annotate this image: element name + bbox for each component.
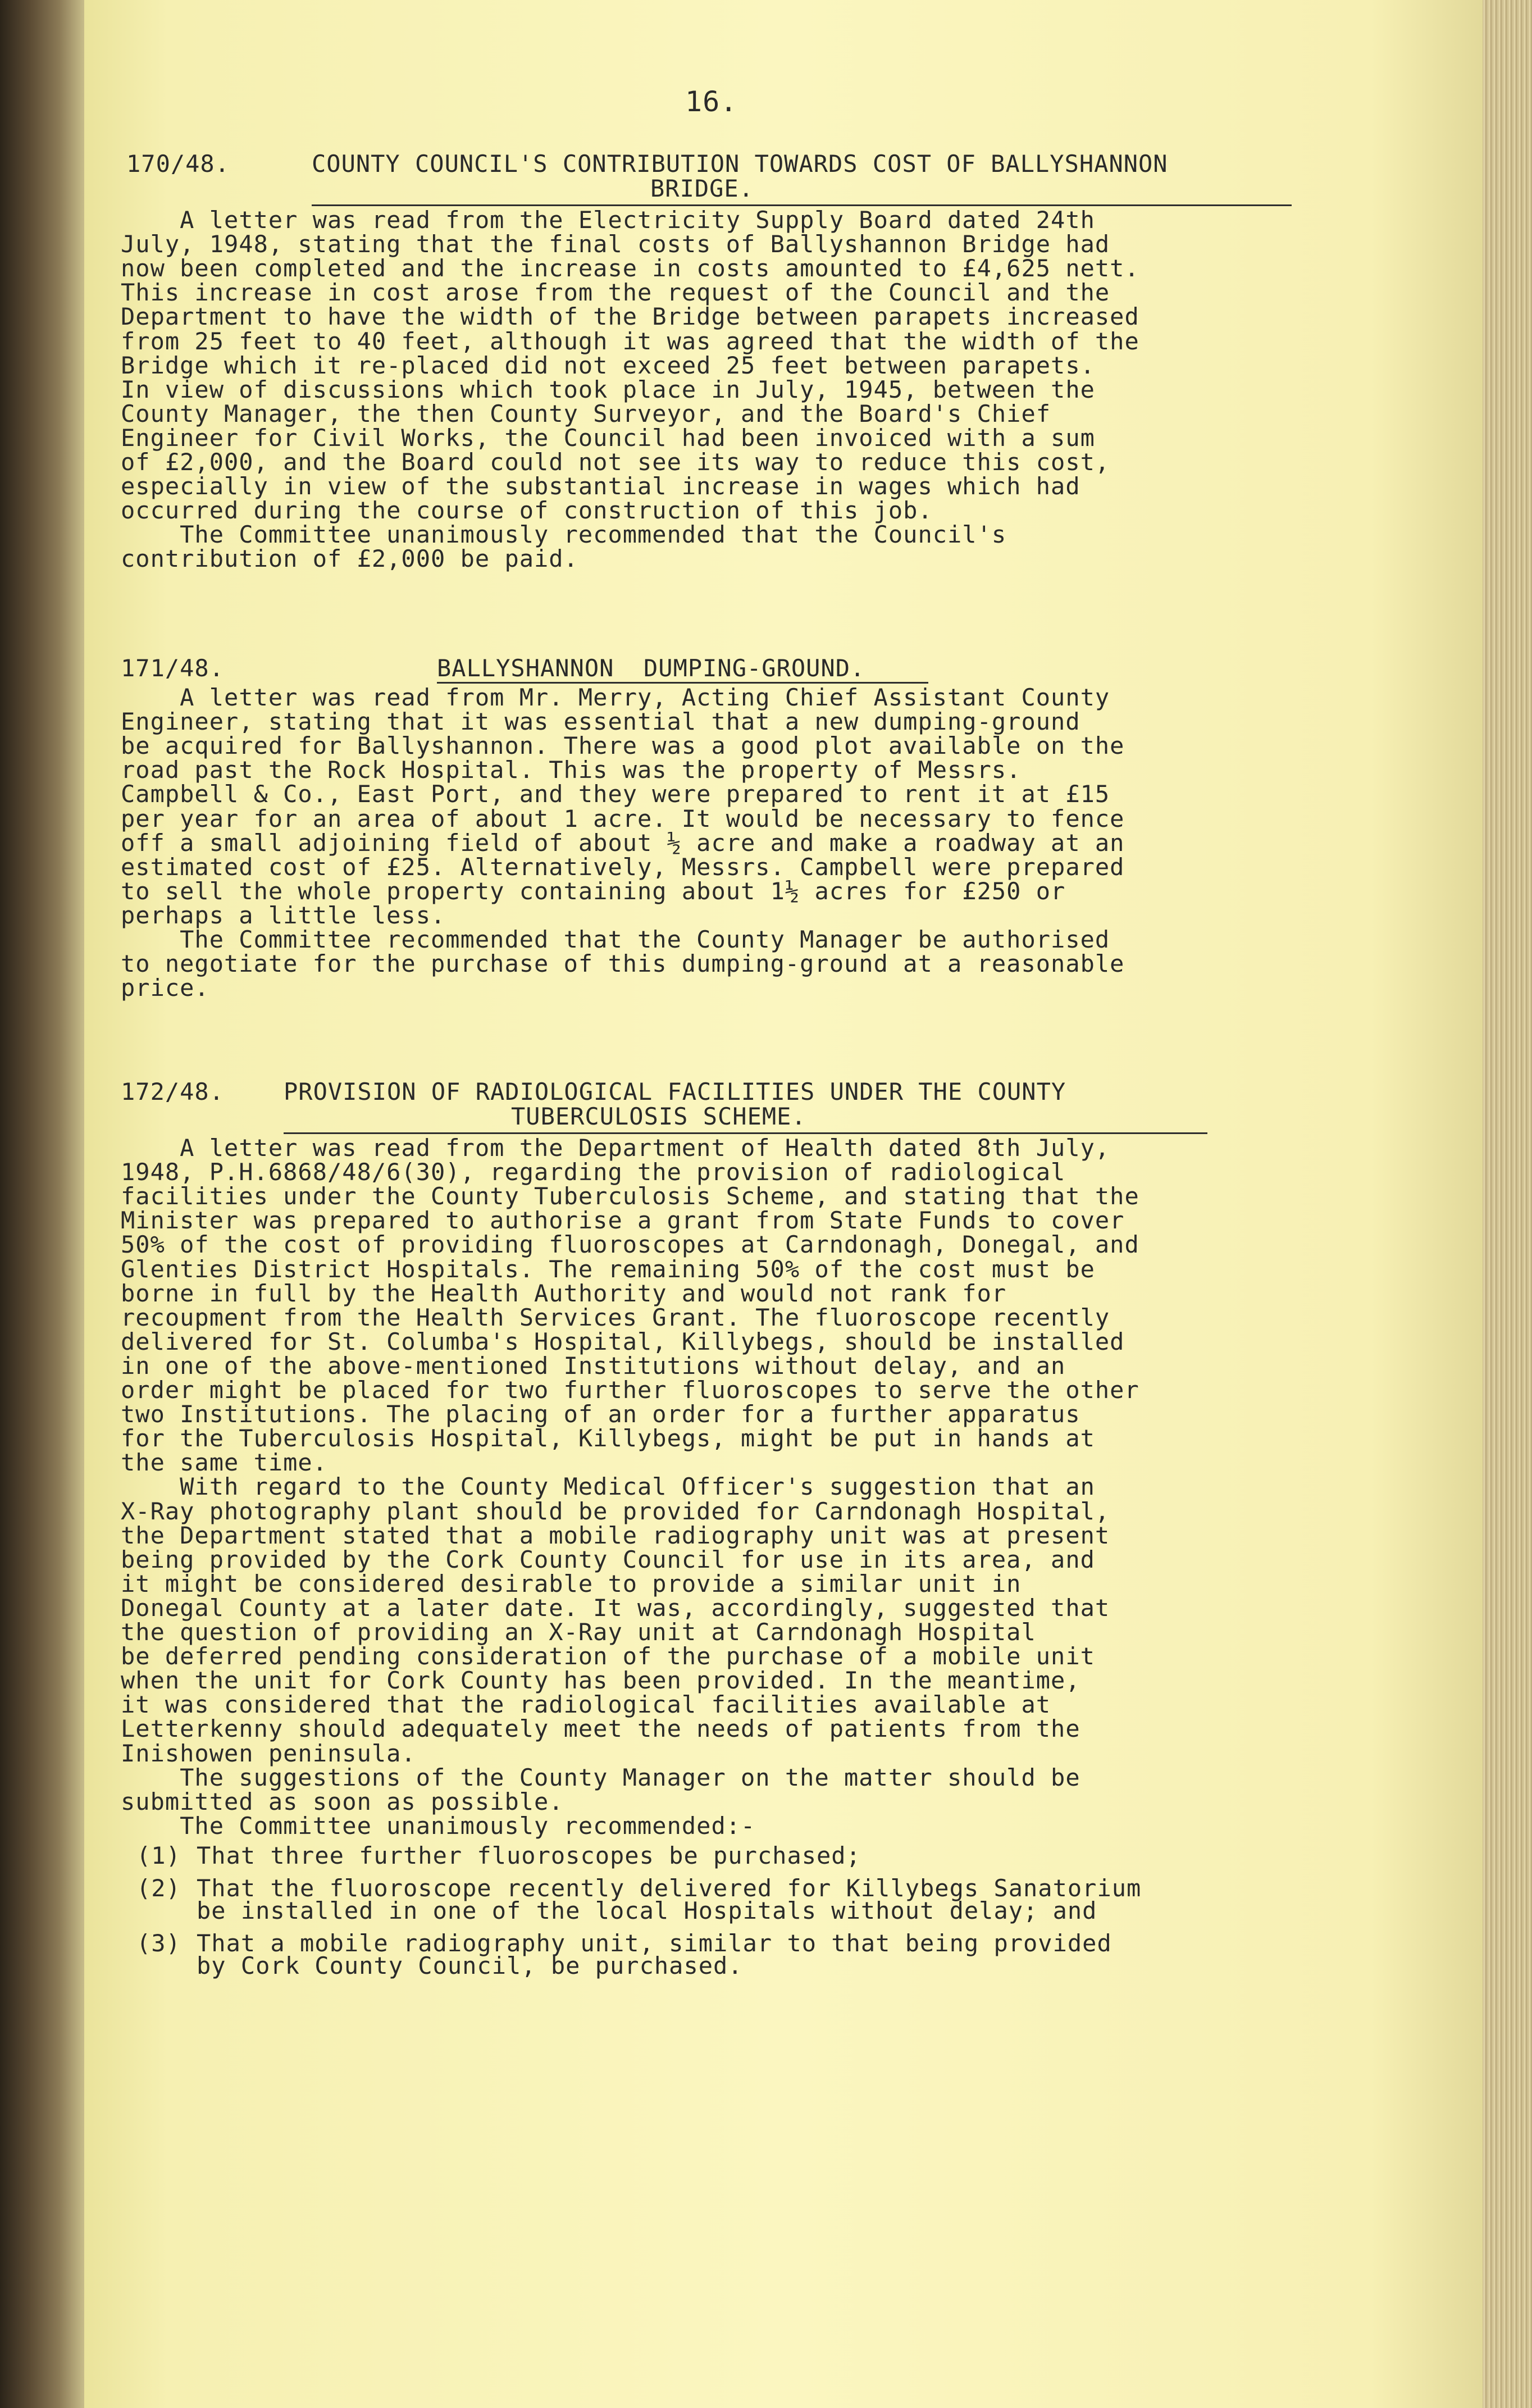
text-line: off a small adjoining field of about ½ acre and make a roadway at an [121, 829, 1125, 857]
section-title: COUNTY COUNCIL'S CONTRIBUTION TOWARDS COST OF BALLYSHANNON [312, 150, 1168, 177]
text-line: borne in full by the Health Authority and would not rank for [121, 1280, 1007, 1307]
text-line: Minister was prepared to authorise a grant from State Funds to cover [121, 1207, 1125, 1234]
text-line: Inishowen peninsula. [121, 1740, 416, 1767]
text-line: delivered for St. Columba's Hospital, Killybegs, should be installed [121, 1328, 1125, 1355]
text-line: submitted as soon as possible. [121, 1788, 564, 1815]
list-item-line: That the fluoroscope recently delivered for Killybegs Sanatorium [197, 1874, 1142, 1902]
text-line: The Committee recommended that the County Manager be authorised [121, 926, 1110, 953]
text-line: The Committee unanimously recommended that the Council's [121, 521, 1007, 548]
text-line: perhaps a little less. [121, 902, 446, 929]
text-line: when the unit for Cork County has been provided. In the meantime, [121, 1667, 1080, 1694]
section-title: PROVISION OF RADIOLOGICAL FACILITIES UNDER THE COUNTY [284, 1078, 1066, 1105]
text-line: to negotiate for the purchase of this dumping-ground at a reasonable [121, 950, 1125, 977]
text-line: order might be placed for two further fluoroscopes to serve the other [121, 1376, 1139, 1404]
text-line: road past the Rock Hospital. This was the property of Messrs. [121, 756, 1022, 784]
page-edges [1483, 0, 1532, 2408]
text-line: for the Tuberculosis Hospital, Killybegs, might be put in hands at [121, 1424, 1095, 1452]
text-line: Donegal County at a later date. It was, accordingly, suggested that [121, 1594, 1110, 1622]
text-line: This increase in cost arose from the request of the Council and the [121, 279, 1110, 306]
list-marker: (1) [136, 1842, 181, 1869]
text-line: the same time. [121, 1449, 328, 1476]
text-line: A letter was read from the Electricity Supply Board dated 24th [121, 206, 1095, 234]
text-line: Glenties District Hospitals. The remaining 50% of the cost must be [121, 1255, 1095, 1283]
text-line: July, 1948, stating that the final costs of Ballyshannon Bridge had [121, 230, 1110, 258]
text-line: Engineer, stating that it was essential that a new dumping-ground [121, 708, 1080, 735]
text-line: the Department stated that a mobile radiography unit was at present [121, 1522, 1110, 1549]
list-item-line: be installed in one of the local Hospitals without delay; and [197, 1897, 1097, 1924]
text-line: from 25 feet to 40 feet, although it was agreed that the width of the [121, 327, 1139, 355]
text-line: per year for an area of about 1 acre. It would be necessary to fence [121, 805, 1125, 832]
text-line: Letterkenny should adequately meet the needs of patients from the [121, 1715, 1080, 1742]
text-line: X-Ray photography plant should be provided for Carndonagh Hospital, [121, 1497, 1110, 1525]
text-line: 1948, P.H.6868/48/6(30), regarding the provision of radiological [121, 1158, 1066, 1186]
text-line: The Committee unanimously recommended:- [121, 1812, 756, 1840]
text-line: 50% of the cost of providing fluoroscopes at Carndonagh, Donegal, and [121, 1231, 1139, 1258]
section-title: BRIDGE. [650, 175, 754, 202]
section-title: BALLYSHANNON DUMPING-GROUND. [437, 654, 865, 682]
list-item-line: That a mobile radiography unit, similar to that being provided [197, 1929, 1112, 1957]
text-line: now been completed and the increase in costs amounted to £4,625 nett. [121, 254, 1139, 282]
text-line: to sell the whole property containing about 1½ acres for £250 or [121, 877, 1066, 905]
text-line: especially in view of the substantial increase in wages which had [121, 472, 1080, 500]
text-line: A letter was read from Mr. Merry, Acting Chief Assistant County [121, 684, 1110, 711]
text-line: contribution of £2,000 be paid. [121, 545, 578, 572]
text-line: of £2,000, and the Board could not see its way to reduce this cost, [121, 448, 1110, 476]
text-line: Department to have the width of the Bridge between parapets increased [121, 303, 1139, 330]
text-line: Engineer for Civil Works, the Council had been invoiced with a sum [121, 424, 1095, 452]
list-item-line: That three further fluoroscopes be purchased; [197, 1842, 861, 1869]
list-item-line: by Cork County Council, be purchased. [197, 1952, 743, 1979]
text-line: estimated cost of £25. Alternatively, Messrs. Campbell were prepared [121, 853, 1125, 881]
text-line: recoupment from the Health Services Grant. The fluoroscope recently [121, 1304, 1110, 1331]
text-line: the question of providing an X-Ray unit at Carndonagh Hospital [121, 1618, 1036, 1646]
text-line: County Manager, the then County Surveyor, and the Board's Chief [121, 400, 1051, 427]
item-number: 172/48. [121, 1078, 225, 1105]
text-line: facilities under the County Tuberculosis Scheme, and stating that the [121, 1182, 1139, 1210]
text-line: two Institutions. The placing of an order for a further apparatus [121, 1400, 1080, 1428]
text-line: Bridge which it re-placed did not exceed 25 feet between parapets. [121, 352, 1095, 379]
text-line: in one of the above-mentioned Institutions without delay, and an [121, 1352, 1066, 1380]
text-line: With regard to the County Medical Officer's suggestion that an [121, 1473, 1095, 1500]
text-line: being provided by the Cork County Council for use in its area, and [121, 1546, 1095, 1573]
text-line: it was considered that the radiological facilities available at [121, 1691, 1051, 1718]
text-line: be deferred pending consideration of the purchase of a mobile unit [121, 1642, 1095, 1670]
text-line: Campbell & Co., East Port, and they were prepared to rent it at £15 [121, 780, 1110, 808]
book-binding-gutter [0, 0, 84, 2408]
list-marker: (2) [136, 1874, 181, 1902]
item-number: 171/48. [121, 654, 225, 682]
section-title: TUBERCULOSIS SCHEME. [511, 1103, 806, 1130]
text-line: it might be considered desirable to provide a similar unit in [121, 1570, 1022, 1597]
item-number: 170/48. [126, 150, 230, 177]
text-line: occurred during the course of construction of this job. [121, 497, 933, 524]
text-line: A letter was read from the Department of Health dated 8th July, [121, 1134, 1110, 1162]
list-marker: (3) [136, 1929, 181, 1957]
text-line: be acquired for Ballyshannon. There was a good plot available on the [121, 732, 1125, 759]
text-line: price. [121, 974, 209, 1002]
text-line: In view of discussions which took place in July, 1945, between the [121, 376, 1095, 403]
page-number: 16. [685, 85, 738, 118]
text-line: The suggestions of the County Manager on the matter should be [121, 1764, 1080, 1791]
